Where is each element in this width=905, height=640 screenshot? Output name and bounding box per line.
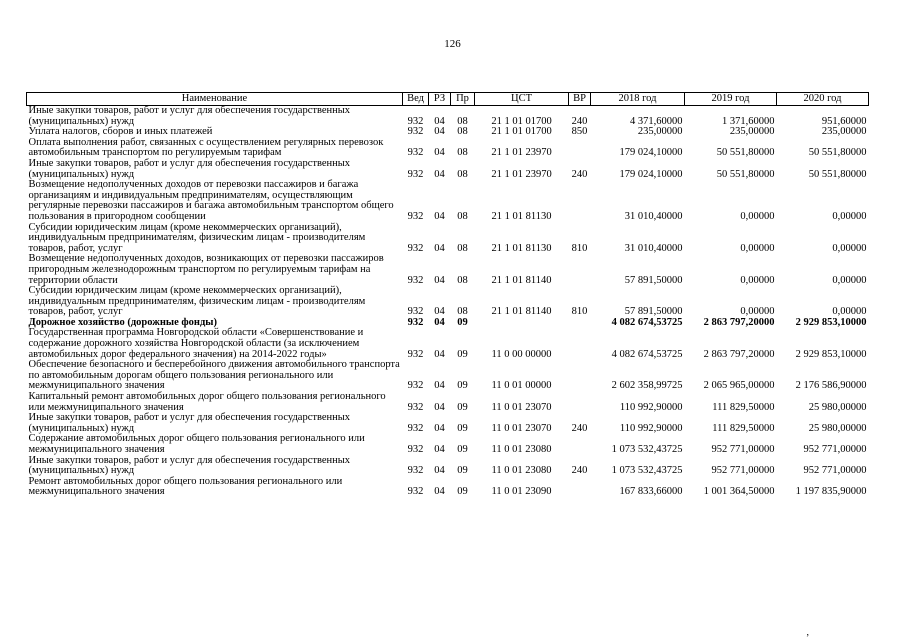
cell-name: Капитальный ремонт автомобильных дорог общего пользования регионального или межмуниципального значения	[28, 391, 386, 413]
table-row	[27, 223, 869, 255]
cell-2018: 4 082 674,53725	[611, 316, 683, 328]
cell-rz: 04	[434, 486, 445, 498]
cell-ved: 932	[407, 422, 424, 434]
cell-ved: 932	[407, 380, 424, 392]
cell-name: Уплата налогов, сборов и иных платежей	[28, 126, 213, 138]
cell-vr: 240	[571, 465, 588, 477]
cell-2020: 951,60000	[821, 115, 867, 127]
cell-rz: 04	[434, 168, 445, 180]
cell-name: Субсидии юридическим лицам (кроме некоммерческих организаций), индивидуальным предпринимателям, физическим лицам - производителям товаров, работ, услуг	[28, 285, 366, 318]
cell-2019: 2 065 965,00000	[703, 380, 775, 392]
cell-2018: 235,00000	[637, 126, 683, 138]
cell-pr: 09	[457, 380, 468, 392]
cell-2020: 0,00000	[832, 274, 867, 286]
table-row	[27, 434, 869, 455]
cell-cst: 11 0 01 23090	[491, 486, 552, 498]
cell-2019: 111 829,50000	[712, 422, 775, 434]
cell-rz: 04	[434, 115, 445, 127]
col-header-vr: ВР	[569, 93, 591, 106]
cell-ved: 932	[407, 348, 424, 360]
cell-2020: 25 980,00000	[808, 401, 867, 413]
cell-pr: 08	[457, 168, 468, 180]
cell-name: Иные закупки товаров, работ и услуг для обеспечения государственных (муниципальных) нужд	[28, 412, 351, 434]
cell-cst: 21 1 01 01700	[491, 115, 552, 127]
cell-cst: 11 0 01 23080	[491, 444, 552, 455]
cell-pr: 09	[457, 422, 468, 434]
cell-vr: 810	[571, 242, 588, 254]
cell-vr: 850	[571, 126, 588, 138]
cell-rz: 04	[434, 444, 445, 455]
cell-vr	[569, 434, 591, 455]
table-row	[27, 456, 869, 477]
cell-cst: 11 0 00 00000	[491, 348, 552, 360]
cell-name: Возмещение недополученных доходов от перевозки пассажиров и багажа организациям и индивидуальным предпринимателям, осуществляющим регулярные перевозки пассажиров и багажа автомобильным транспортом общего пользования в пригородном сообщении	[28, 179, 394, 222]
table-body	[27, 106, 869, 498]
cell-2018: 110 992,90000	[619, 401, 683, 413]
cell-cst: 11 0 01 23070	[491, 422, 552, 434]
cell-vr: 240	[571, 422, 588, 434]
table-row	[27, 328, 869, 360]
cell-cst: 21 1 01 23970	[491, 147, 552, 159]
cell-ved: 932	[407, 316, 424, 328]
corner-mark: ,	[806, 627, 809, 638]
cell-name: Обеспечение безопасного и бесперебойного движения автомобильного транспорта по автомобильным дорогам общего пользования регионального или межмуниципального значения	[28, 359, 400, 392]
cell-cst	[475, 318, 569, 329]
cell-cst: 21 1 01 81130	[491, 210, 552, 222]
cell-2019: 0,00000	[740, 306, 775, 318]
cell-2020: 0,00000	[832, 242, 867, 254]
cell-2019: 111 829,50000	[712, 401, 775, 413]
col-header-pr: Пр	[451, 93, 475, 106]
cell-pr: 09	[457, 401, 468, 413]
cell-name: Иные закупки товаров, работ и услуг для обеспечения государственных (муниципальных) нужд	[28, 454, 351, 477]
cell-name: Оплата выполнения работ, связанных с осуществлением регулярных перевозок автомобильным транспортом по регулируемым тарифам	[28, 136, 384, 159]
cell-pr: 08	[457, 274, 468, 286]
col-header-2018: 2018 год	[591, 93, 685, 106]
cell-cst: 21 1 01 23970	[491, 168, 552, 180]
table-row	[27, 180, 869, 222]
cell-2018: 110 992,90000	[619, 422, 683, 434]
cell-cst: 11 0 01 23070	[491, 401, 552, 413]
cell-vr	[569, 254, 591, 286]
cell-vr	[569, 138, 591, 159]
cell-name: Дорожное хозяйство (дорожные фонды)	[28, 316, 217, 328]
cell-name: Государственная программа Новгородской области «Совершенствование и содержание дорожного хозяйства Новгородской области (за исключением автомобильных дорог федерального значения) на 2014-2022 годы»	[28, 327, 364, 360]
cell-pr: 09	[457, 465, 468, 477]
cell-vr: 240	[571, 115, 588, 127]
cell-2019: 2 863 797,20000	[703, 348, 775, 360]
cell-2019: 952 771,00000	[711, 444, 775, 455]
col-header-cst: ЦСТ	[475, 93, 569, 106]
cell-cst: 11 0 01 23080	[491, 465, 552, 477]
cell-2019: 0,00000	[740, 274, 775, 286]
cell-2020: 2 929 853,10000	[795, 348, 867, 360]
cell-2018: 179 024,10000	[619, 147, 683, 159]
cell-pr: 09	[457, 486, 468, 498]
table-row	[27, 286, 869, 318]
cell-ved: 932	[407, 147, 424, 159]
budget-table	[26, 92, 869, 498]
cell-2019: 0,00000	[740, 210, 775, 222]
cell-vr: 810	[571, 306, 588, 318]
cell-2020: 25 980,00000	[808, 422, 867, 434]
cell-rz: 04	[434, 242, 445, 254]
cell-ved: 932	[407, 126, 424, 138]
cell-rz: 04	[434, 348, 445, 360]
table-row	[27, 159, 869, 180]
cell-2020: 50 551,80000	[808, 147, 867, 159]
cell-vr	[569, 180, 591, 222]
cell-pr: 09	[457, 444, 468, 455]
table-row	[27, 413, 869, 434]
cell-2019: 235,00000	[729, 126, 775, 138]
cell-cst: 21 1 01 81130	[491, 242, 552, 254]
cell-ved: 932	[407, 115, 424, 127]
cell-pr: 08	[457, 147, 468, 159]
cell-pr: 08	[457, 210, 468, 222]
cell-vr	[569, 328, 591, 360]
cell-2018: 4 082 674,53725	[611, 348, 683, 360]
cell-2018: 31 010,40000	[624, 210, 683, 222]
cell-2020: 952 771,00000	[803, 444, 867, 455]
cell-rz: 04	[434, 147, 445, 159]
cell-ved: 932	[407, 444, 424, 455]
cell-name: Возмещение недополученных доходов, возникающих от перевозки пассажиров пригородным железнодорожным транспортом по регулируемым тарифам на территории области	[28, 253, 384, 286]
cell-2019: 2 863 797,20000	[703, 316, 775, 328]
cell-2018: 57 891,50000	[624, 274, 683, 286]
table-row	[27, 392, 869, 413]
cell-rz: 04	[434, 306, 445, 318]
table-row	[27, 106, 869, 128]
cell-pr: 08	[457, 126, 468, 138]
cell-rz: 04	[434, 316, 445, 328]
page-number: 126	[444, 38, 461, 50]
cell-rz: 04	[434, 422, 445, 434]
cell-ved: 932	[407, 486, 424, 498]
cell-name: Иные закупки товаров, работ и услуг для обеспечения государственных (муниципальных) нужд	[28, 157, 351, 180]
cell-pr: 09	[457, 348, 468, 360]
table-row	[27, 360, 869, 392]
cell-rz: 04	[434, 274, 445, 286]
cell-2018: 4 371,60000	[630, 115, 683, 127]
col-header-2020: 2020 год	[777, 93, 869, 106]
cell-rz: 04	[434, 126, 445, 138]
cell-ved: 932	[407, 401, 424, 413]
cell-cst: 21 1 01 81140	[491, 274, 552, 286]
cell-cst: 21 1 01 01700	[491, 126, 552, 138]
cell-pr: 09	[457, 316, 468, 328]
cell-2019: 0,00000	[740, 242, 775, 254]
col-header-2019: 2019 год	[685, 93, 777, 106]
cell-2019: 1 371,60000	[722, 115, 775, 127]
cell-2018: 1 073 532,43725	[611, 444, 683, 455]
cell-vr	[569, 477, 591, 498]
cell-rz: 04	[434, 210, 445, 222]
cell-2019: 50 551,80000	[716, 168, 775, 180]
cell-pr: 08	[457, 115, 468, 127]
cell-ved: 932	[407, 465, 424, 477]
cell-rz: 04	[434, 465, 445, 477]
cell-name: Ремонт автомобильных дорог общего пользования регионального или межмуниципального значения	[28, 475, 343, 498]
cell-2018: 167 833,66000	[619, 486, 683, 498]
header-row	[27, 93, 869, 106]
table-row	[27, 254, 869, 286]
cell-2019: 1 001 364,50000	[703, 486, 775, 498]
cell-name: Субсидии юридическим лицам (кроме некоммерческих организаций), индивидуальным предпринимателям, физическим лицам - производителям товаров, работ, услуг	[28, 221, 366, 254]
cell-2018: 31 010,40000	[624, 242, 683, 254]
table-row	[27, 138, 869, 159]
cell-2020: 0,00000	[832, 306, 867, 318]
cell-vr	[569, 318, 591, 329]
cell-2020: 0,00000	[832, 210, 867, 222]
cell-rz: 04	[434, 401, 445, 413]
cell-2018: 1 073 532,43725	[611, 465, 683, 477]
cell-pr: 08	[457, 242, 468, 254]
cell-2020: 1 197 835,90000	[795, 486, 867, 498]
cell-ved: 932	[407, 306, 424, 318]
cell-ved: 932	[407, 242, 424, 254]
cell-vr: 240	[571, 168, 588, 180]
col-header-name: Наименование	[27, 93, 403, 106]
cell-2019: 50 551,80000	[716, 147, 775, 159]
cell-cst: 11 0 01 00000	[491, 380, 552, 392]
cell-vr	[569, 392, 591, 413]
cell-vr	[569, 360, 591, 392]
cell-name: Содержание автомобильных дорог общего пользования регионального или межмуниципального значения	[28, 433, 365, 455]
cell-ved: 932	[407, 168, 424, 180]
cell-2018: 57 891,50000	[624, 306, 683, 318]
cell-2019: 952 771,00000	[711, 465, 775, 477]
cell-pr: 08	[457, 306, 468, 318]
cell-2018: 179 024,10000	[619, 168, 683, 180]
cell-rz: 04	[434, 380, 445, 392]
cell-2020: 952 771,00000	[803, 465, 867, 477]
col-header-rz: РЗ	[429, 93, 451, 106]
cell-2018: 2 602 358,99725	[611, 380, 683, 392]
cell-2020: 50 551,80000	[808, 168, 867, 180]
cell-2020: 2 176 586,90000	[795, 380, 867, 392]
cell-2020: 2 929 853,10000	[795, 316, 867, 328]
cell-cst: 21 1 01 81140	[491, 306, 552, 318]
cell-ved: 932	[407, 210, 424, 222]
cell-name: Иные закупки товаров, работ и услуг для обеспечения государственных (муниципальных) нужд	[28, 105, 351, 127]
table-row	[27, 477, 869, 498]
col-header-ved: Вед	[403, 93, 429, 106]
cell-2020: 235,00000	[821, 126, 867, 138]
cell-ved: 932	[407, 274, 424, 286]
